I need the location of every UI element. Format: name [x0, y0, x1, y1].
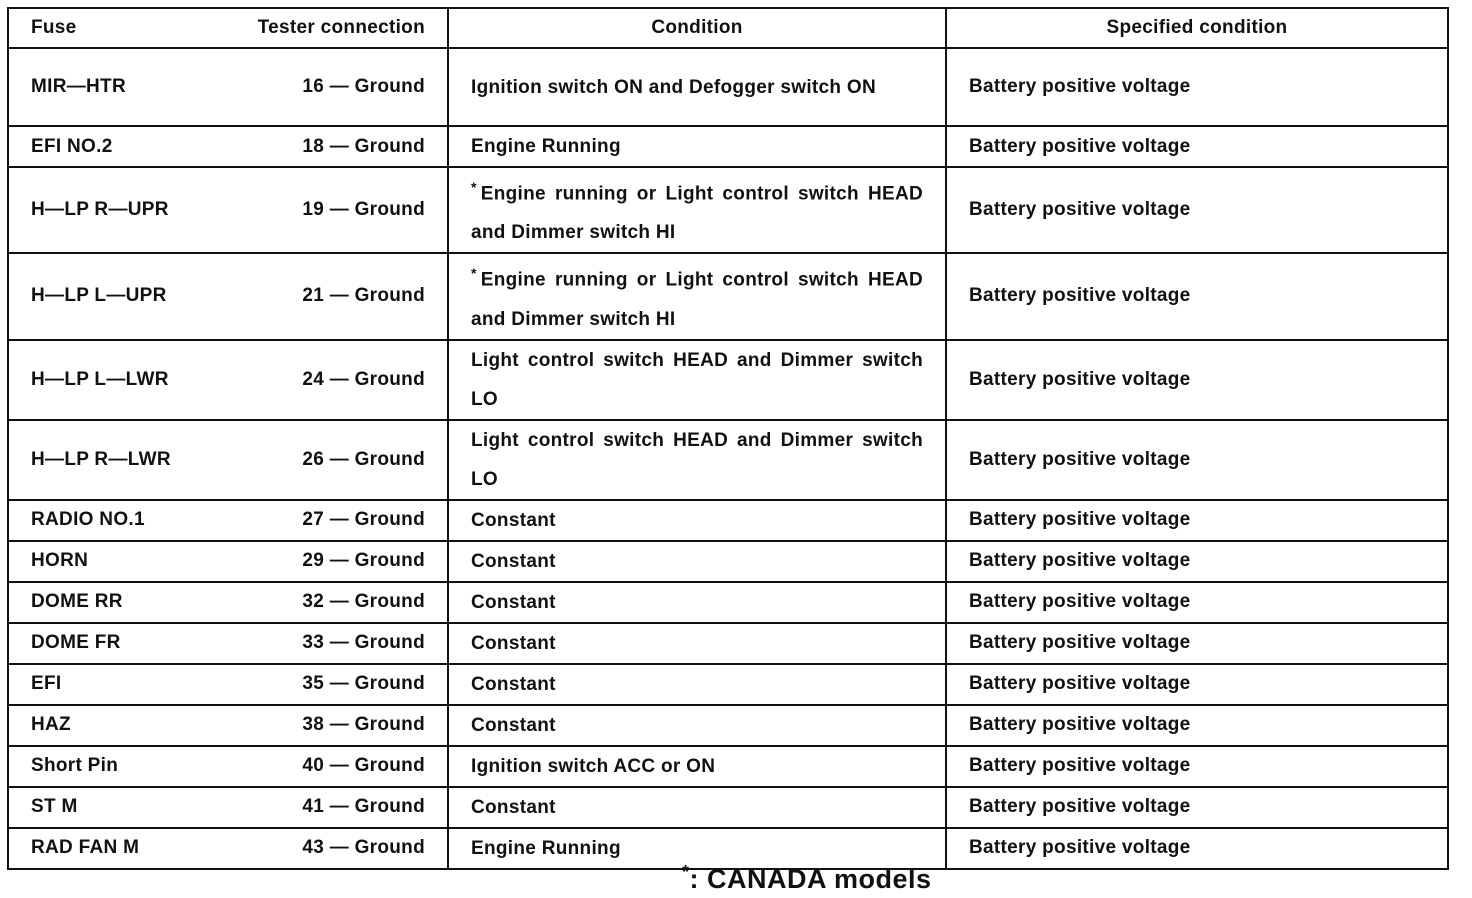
condition-text-wrap	[471, 747, 923, 786]
condition-text: Ignition switch ACC or ON	[471, 755, 716, 777]
tester-connection: 35 — Ground	[302, 673, 425, 695]
tester-connection: 32 — Ground	[302, 591, 425, 613]
fuse-tester-cell	[8, 623, 448, 664]
condition-cell	[448, 582, 946, 623]
condition-text: Light control switch HEAD and Dimmer switch LO	[471, 349, 923, 410]
table-row	[8, 167, 1448, 253]
condition-cell	[448, 664, 946, 705]
condition-text-wrap	[471, 665, 923, 704]
condition-cell	[448, 340, 946, 420]
fuse-name: H—LP R—LWR	[31, 448, 171, 470]
fuse-name: H—LP L—UPR	[31, 285, 167, 307]
condition-text-wrap	[471, 421, 923, 499]
specified-condition-cell: Battery positive voltage	[946, 541, 1448, 582]
canada-marker: *	[471, 265, 477, 282]
specified-condition-cell: Battery positive voltage	[946, 664, 1448, 705]
tester-connection: 19 — Ground	[302, 199, 425, 221]
table-row	[8, 126, 1448, 167]
fuse-tester-cell	[8, 828, 448, 869]
condition-text: Engine Running	[471, 837, 621, 859]
fuse-tester-cell	[8, 664, 448, 705]
condition-text-wrap	[471, 788, 923, 827]
condition-text: Constant	[471, 509, 556, 531]
condition-cell	[448, 623, 946, 664]
fuse-name: HAZ	[31, 714, 71, 736]
tester-connection: 18 — Ground	[302, 135, 425, 157]
tester-connection: 16 — Ground	[302, 76, 425, 97]
condition-cell	[448, 500, 946, 541]
condition-text: Engine running or Light control switch HEAD and Dimmer switch HI	[471, 269, 923, 330]
fuse-check-table	[7, 7, 1449, 870]
table-row	[8, 746, 1448, 787]
condition-text: Constant	[471, 714, 556, 736]
specified-condition-cell: Battery positive voltage	[946, 582, 1448, 623]
table-row	[8, 420, 1448, 500]
condition-cell	[448, 167, 946, 253]
condition-text: Constant	[471, 591, 556, 613]
tester-connection: 26 — Ground	[302, 448, 425, 470]
table-row	[8, 623, 1448, 664]
condition-text-wrap	[471, 706, 923, 745]
condition-text-wrap	[471, 127, 923, 166]
condition-cell	[448, 746, 946, 787]
fuse-name: RADIO NO.1	[31, 509, 145, 531]
table-row	[8, 500, 1448, 541]
fuse-tester-cell	[8, 48, 448, 126]
condition-text: Ignition switch ON and Defogger switch ON	[471, 76, 876, 98]
fuse-tester-cell	[8, 167, 448, 253]
fuse-tester-cell	[8, 705, 448, 746]
condition-text-wrap	[471, 254, 923, 338]
fuse-tester-cell	[8, 746, 448, 787]
fuse-tester-cell	[8, 420, 448, 500]
table-row	[8, 541, 1448, 582]
footnote-text: : CANADA models	[689, 864, 932, 894]
specified-condition-cell: Battery positive voltage	[946, 48, 1448, 126]
fuse-name: EFI NO.2	[31, 135, 113, 157]
condition-cell	[448, 48, 946, 126]
specified-condition-cell: Battery positive voltage	[946, 787, 1448, 828]
table-row	[8, 787, 1448, 828]
condition-text: Engine Running	[471, 136, 621, 157]
fuse-name: DOME RR	[31, 591, 123, 613]
footnote-marker: *	[682, 862, 690, 882]
table-row	[8, 582, 1448, 623]
condition-cell	[448, 420, 946, 500]
specified-condition-cell: Battery positive voltage	[946, 340, 1448, 420]
fuse-name: EFI	[31, 673, 62, 695]
table-row	[8, 664, 1448, 705]
tester-connection: 29 — Ground	[302, 550, 425, 572]
tester-connection: 38 — Ground	[302, 714, 425, 736]
tester-connection: 43 — Ground	[302, 837, 425, 859]
tester-connection: 21 — Ground	[302, 285, 425, 307]
fuse-tester-cell	[8, 500, 448, 541]
table-row	[8, 705, 1448, 746]
fuse-tester-cell	[8, 253, 448, 339]
table-body	[8, 48, 1448, 869]
fuse-tester-cell	[8, 541, 448, 582]
fuse-tester-cell	[8, 340, 448, 420]
condition-text-wrap	[471, 341, 923, 419]
header-tester-connection: Tester connection	[257, 17, 425, 38]
condition-text: Constant	[471, 673, 556, 695]
fuse-name: H—LP L—LWR	[31, 368, 169, 390]
condition-text-wrap	[471, 542, 923, 581]
table-header-row	[8, 8, 1448, 48]
tester-connection: 41 — Ground	[302, 796, 425, 818]
condition-text-wrap	[471, 583, 923, 622]
tester-connection: 27 — Ground	[302, 509, 425, 531]
condition-cell	[448, 705, 946, 746]
condition-text: Engine running or Light control switch HEAD and Dimmer switch HI	[471, 183, 923, 244]
condition-text-wrap	[471, 624, 923, 663]
specified-condition-cell: Battery positive voltage	[946, 253, 1448, 339]
condition-text: Light control switch HEAD and Dimmer switch LO	[471, 429, 923, 490]
canada-marker: *	[471, 179, 477, 195]
tester-connection: 40 — Ground	[302, 755, 425, 777]
condition-cell	[448, 126, 946, 167]
specified-condition-cell: Battery positive voltage	[946, 828, 1448, 869]
condition-text-wrap	[471, 68, 923, 107]
header-fuse: Fuse	[31, 17, 77, 38]
header-specified-condition: Specified condition	[946, 8, 1448, 48]
footnote	[682, 862, 932, 895]
condition-cell	[448, 541, 946, 582]
table-row	[8, 253, 1448, 339]
table-row	[8, 340, 1448, 420]
specified-condition-cell: Battery positive voltage	[946, 500, 1448, 541]
fuse-name: MIR—HTR	[31, 76, 126, 97]
fuse-name: Short Pin	[31, 755, 119, 777]
fuse-name: ST M	[31, 796, 78, 818]
condition-text-wrap	[471, 168, 923, 252]
fuse-name: HORN	[31, 550, 89, 572]
condition-text-wrap	[471, 501, 923, 540]
fuse-tester-cell	[8, 126, 448, 167]
fuse-tester-cell	[8, 787, 448, 828]
specified-condition-cell: Battery positive voltage	[946, 167, 1448, 253]
condition-cell	[448, 787, 946, 828]
specified-condition-cell: Battery positive voltage	[946, 705, 1448, 746]
table-row	[8, 48, 1448, 126]
header-fuse-tester	[8, 8, 448, 48]
specified-condition-cell: Battery positive voltage	[946, 126, 1448, 167]
fuse-tester-cell	[8, 582, 448, 623]
tester-connection: 24 — Ground	[302, 368, 425, 390]
condition-cell	[448, 253, 946, 339]
specified-condition-cell: Battery positive voltage	[946, 623, 1448, 664]
condition-text: Constant	[471, 632, 556, 654]
fuse-name: RAD FAN M	[31, 837, 140, 859]
header-condition: Condition	[448, 8, 946, 48]
fuse-name: DOME FR	[31, 632, 121, 654]
specified-condition-cell: Battery positive voltage	[946, 420, 1448, 500]
specified-condition-cell: Battery positive voltage	[946, 746, 1448, 787]
fuse-name: H—LP R—UPR	[31, 199, 169, 221]
condition-text: Constant	[471, 796, 556, 818]
tester-connection: 33 — Ground	[302, 632, 425, 654]
condition-text: Constant	[471, 550, 556, 572]
